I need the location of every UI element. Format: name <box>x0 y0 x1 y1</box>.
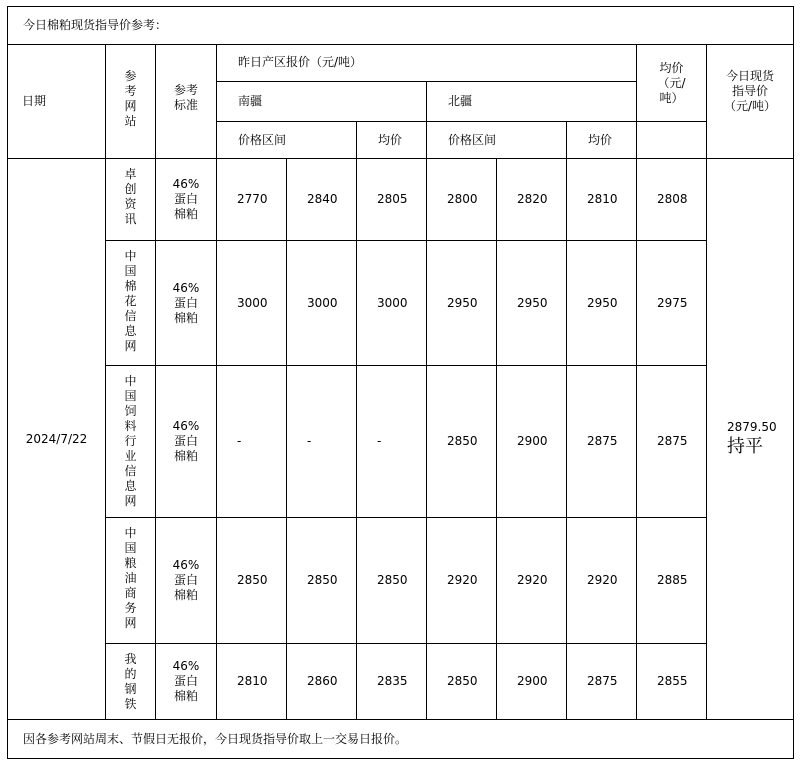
avg-cell: 2855 <box>637 643 707 720</box>
date-header: 日期 <box>8 45 106 158</box>
standard-cell: 46%蛋白棉粕 <box>156 518 217 644</box>
avg-header-empty <box>637 122 707 158</box>
south-avg-cell: - <box>357 366 427 518</box>
south-low-cell: 2810 <box>217 643 287 720</box>
header-row-1 <box>8 45 794 81</box>
site-cell: 我的钢铁 <box>106 643 156 720</box>
north-avg-cell: 2920 <box>567 518 637 644</box>
north-avg-cell: 2875 <box>567 643 637 720</box>
price-table <box>7 6 794 759</box>
site-header: 参考网站 <box>106 45 156 158</box>
site-cell: 卓创资讯 <box>106 158 156 240</box>
table-row <box>8 643 794 720</box>
south-range-header: 价格区间 <box>217 122 357 158</box>
north-avg-header: 均价 <box>567 122 637 158</box>
avg-cell: 2885 <box>637 518 707 644</box>
south-high-cell: 2840 <box>287 158 357 240</box>
avg-cell: 2975 <box>637 240 707 366</box>
title-row <box>8 7 794 45</box>
south-avg-cell: 3000 <box>357 240 427 366</box>
standard-cell: 46%蛋白棉粕 <box>156 158 217 240</box>
today-trend-value: 持平 <box>727 436 763 458</box>
south-avg-header: 均价 <box>357 122 427 158</box>
south-high-cell: 2860 <box>287 643 357 720</box>
table-row <box>8 240 794 366</box>
north-low-cell: 2850 <box>427 366 497 518</box>
table-title: 今日棉粕现货指导价参考： <box>8 7 794 45</box>
south-low-cell: 2850 <box>217 518 287 644</box>
south-high-cell: 3000 <box>287 240 357 366</box>
north-high-cell: 2900 <box>497 366 567 518</box>
north-low-cell: 2950 <box>427 240 497 366</box>
north-header: 北疆 <box>427 81 637 121</box>
north-high-cell: 2900 <box>497 643 567 720</box>
standard-cell: 46%蛋白棉粕 <box>156 643 217 720</box>
today-price-header: 今日现货指导价（元/吨） <box>707 45 794 158</box>
north-low-cell: 2800 <box>427 158 497 240</box>
standard-header: 参考标准 <box>156 45 217 158</box>
today-price-cell <box>707 158 794 720</box>
table-row <box>8 366 794 518</box>
standard-cell: 46%蛋白棉粕 <box>156 366 217 518</box>
south-low-cell: 3000 <box>217 240 287 366</box>
site-cell: 中国饲料行业信息网 <box>106 366 156 518</box>
date-cell: 2024/7/22 <box>8 158 106 720</box>
yesterday-price-header: 昨日产区报价（元/吨） <box>217 45 637 81</box>
south-low-cell: - <box>217 366 287 518</box>
table-row <box>8 518 794 644</box>
footnote: 因各参考网站周末、节假日无报价，今日现货指导价取上一交易日报价。 <box>8 720 794 759</box>
south-header: 南疆 <box>217 81 427 121</box>
note-row <box>8 720 794 759</box>
site-cell: 中国棉花信息网 <box>106 240 156 366</box>
south-low-cell: 2770 <box>217 158 287 240</box>
north-high-cell: 2820 <box>497 158 567 240</box>
standard-cell: 46%蛋白棉粕 <box>156 240 217 366</box>
south-avg-cell: 2805 <box>357 158 427 240</box>
site-cell: 中国粮油商务网 <box>106 518 156 644</box>
north-avg-cell: 2950 <box>567 240 637 366</box>
today-price-value: 2879.50 <box>727 420 777 435</box>
north-low-cell: 2920 <box>427 518 497 644</box>
north-avg-cell: 2810 <box>567 158 637 240</box>
south-avg-cell: 2850 <box>357 518 427 644</box>
avg-cell: 2875 <box>637 366 707 518</box>
table-row <box>8 158 794 240</box>
north-low-cell: 2850 <box>427 643 497 720</box>
avg-price-header: 均价（元/吨） <box>637 45 707 122</box>
south-high-cell: 2850 <box>287 518 357 644</box>
north-high-cell: 2950 <box>497 240 567 366</box>
south-high-cell: - <box>287 366 357 518</box>
south-avg-cell: 2835 <box>357 643 427 720</box>
north-range-header: 价格区间 <box>427 122 567 158</box>
north-avg-cell: 2875 <box>567 366 637 518</box>
north-high-cell: 2920 <box>497 518 567 644</box>
avg-cell: 2808 <box>637 158 707 240</box>
